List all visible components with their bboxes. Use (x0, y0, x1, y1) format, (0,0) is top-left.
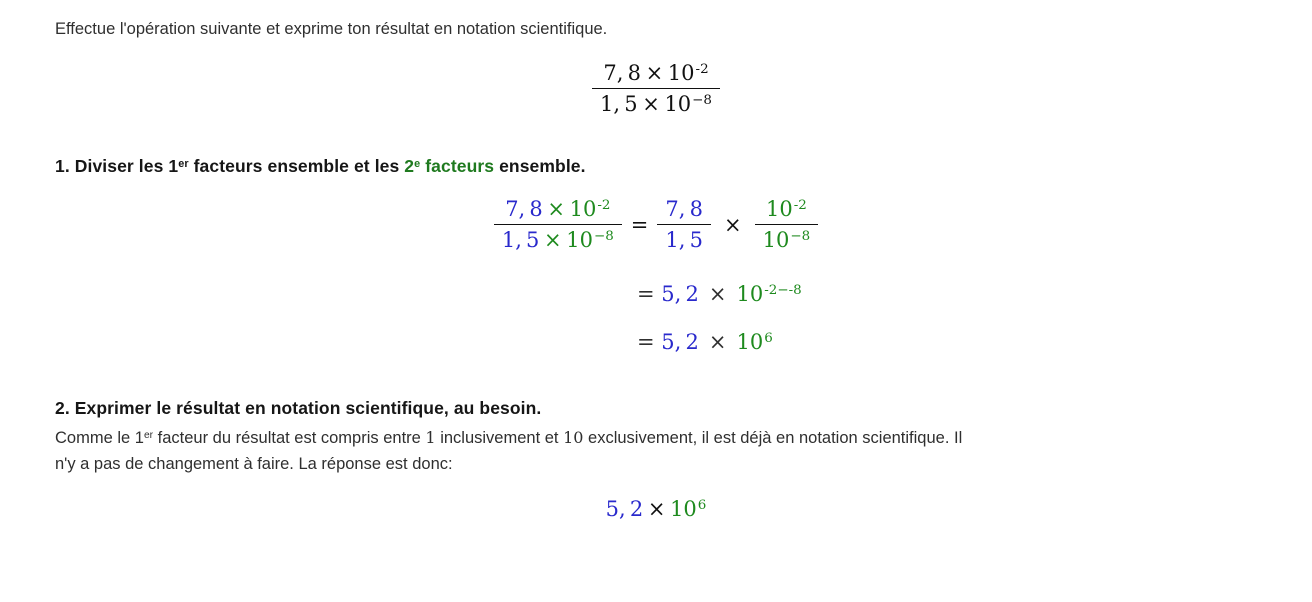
denominator-coefficient: 1, 5 (501, 228, 540, 253)
numerator-base: 10 (569, 197, 597, 222)
result-coefficient: 5, 2 (661, 330, 699, 355)
step2-heading: 2. Exprimer le résultat en notation scientifique, au besoin. (55, 398, 542, 419)
coefficient-fraction (657, 197, 711, 252)
equals-sign: = (637, 282, 655, 307)
power-num-base: 10 (765, 197, 793, 222)
explanation-text (55, 426, 1257, 477)
explain-sup-er: er (143, 429, 154, 441)
multiply-sign: × (724, 212, 742, 237)
step1-green-rest: facteurs (420, 156, 495, 177)
explain-part2: facteur du résultat est compris entre (153, 429, 426, 448)
numerator-base: 10 (667, 61, 695, 86)
problem-expression (55, 61, 1257, 116)
denominator-coefficient: 1, 5 (600, 92, 638, 117)
result-coefficient: 5, 2 (661, 282, 699, 307)
colored-denominator (494, 224, 622, 252)
denominator-exponent: −8 (692, 92, 712, 108)
step1-prefix: 1. Diviser les 1 (55, 156, 179, 177)
step1-heading (55, 156, 1257, 177)
result-exponent: 6 (764, 330, 773, 346)
explain-line2: n'y a pas de changement à faire. La réponse est donc: (55, 454, 453, 473)
step1-green-sup: e (414, 157, 421, 170)
power-denominator (755, 224, 819, 252)
equation-line-2 (637, 282, 1257, 306)
result-base: 10 (736, 282, 764, 307)
step1-middle: facteurs ensemble et les (188, 156, 405, 177)
power-den-base: 10 (762, 228, 790, 253)
problem-fraction (592, 61, 720, 116)
denominator-base: 10 (664, 92, 692, 117)
numerator-exponent: -2 (695, 61, 709, 77)
multiply-sign: × (642, 92, 660, 117)
equation-line-3 (637, 330, 1257, 354)
multiply-sign: × (547, 197, 565, 222)
colored-problem-fraction (494, 197, 622, 252)
multiply-sign: × (647, 497, 666, 522)
intro-text: Effectue l'opération suivante et exprime ton résultat en notation scientifique. (55, 20, 608, 38)
denominator-base: 10 (566, 228, 593, 253)
power-num-exponent: -2 (793, 197, 807, 213)
problem-denominator (592, 88, 720, 116)
numerator-exponent: -2 (597, 197, 611, 213)
problem-numerator (592, 61, 720, 88)
equation-line-1 (55, 197, 1257, 252)
coefficient-denominator: 1, 5 (657, 224, 711, 252)
numerator-coefficient: 7, 8 (505, 197, 543, 222)
result-exponent: -2−-8 (764, 282, 802, 298)
coefficient-numerator: 7, 8 (665, 197, 703, 222)
step1-suffix: ensemble. (494, 156, 586, 177)
power-fraction (755, 197, 819, 252)
multiply-sign: × (544, 228, 562, 253)
colored-numerator (494, 197, 622, 224)
explain-part3: inclusivement et (435, 429, 564, 448)
equals-sign: = (637, 330, 655, 355)
explain-part4: exclusivement, il est déjà en notation scientifique. Il (583, 429, 963, 448)
numerator-coefficient: 7, 8 (603, 61, 641, 86)
multiply-sign: × (708, 282, 727, 307)
bound-one: 1 (425, 428, 436, 448)
equals-sign: = (630, 212, 649, 237)
answer-coefficient: 5, 2 (605, 497, 644, 522)
power-den-exponent: −8 (790, 228, 811, 244)
bound-ten: 10 (563, 428, 584, 448)
answer-base: 10 (670, 497, 697, 522)
power-numerator (755, 197, 819, 224)
denominator-exponent: −8 (593, 228, 614, 244)
multiply-sign: × (708, 330, 727, 355)
step1-sup-er: er (178, 157, 189, 170)
explain-part1: Comme le 1 (55, 429, 144, 448)
answer-exponent: 6 (697, 497, 707, 513)
final-answer (55, 497, 1257, 521)
result-base: 10 (736, 330, 764, 355)
step1-green-num: 2 (404, 156, 415, 177)
multiply-sign: × (645, 61, 664, 86)
